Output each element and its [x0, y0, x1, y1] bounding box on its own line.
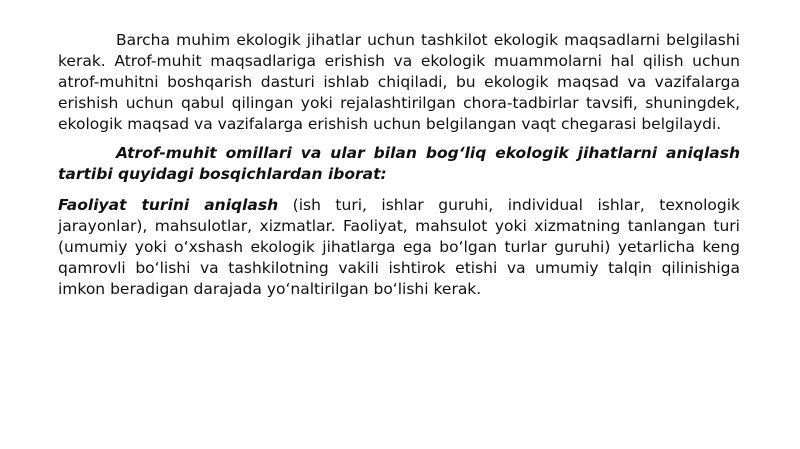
paragraph-activity-type-lead: Faoliyat turini aniqlash — [58, 196, 279, 214]
paragraph-activity-type — [58, 195, 740, 300]
paragraph-environmental-goals: Barcha muhim ekologik jihatlar uchun tashkilot ekologik maqsadlarni belgilashi kerak. Atrof-muhit maqsadlariga erishish va ekologik muammolarni hal qilish uchun atrof-muhitni boshqarish dasturi ishlab chiqiladi, bu ekologik maqsad va vazifalarga erishish uchun qabul qilingan yoki rejalashtirilgan chora-tadbirlar tavsifi, shuningdek, ekologik maqsad va vazifalarga erishish uchun belgilangan vaqt chegarasi belgilaydi. — [58, 31, 740, 133]
paragraph-procedure-heading: Atrof-muhit omillari va ular bilan bogʻliq ekologik jihatlarni aniqlash tartibi quyidagi bosqichlardan iborat: — [58, 144, 740, 183]
paragraph-activity-type-body: (ish turi, ishlar guruhi, individual ishlar, texnologik jarayonlar), mahsulotlar, xizmatlar. Faoliyat, mahsulot yoki xizmatning tanlangan turi (umumiy yoki oʻxshash ekologik jihatlarga ega boʻlgan turlar guruhi) yetarlicha keng qamrovli boʻlishi va tashkilotning vakili ishtirok etishi va umumiy talqin qilinishiga imkon beradigan darajada yoʻnaltirilgan boʻlishi kerak. — [58, 196, 741, 298]
document-body — [58, 30, 740, 300]
